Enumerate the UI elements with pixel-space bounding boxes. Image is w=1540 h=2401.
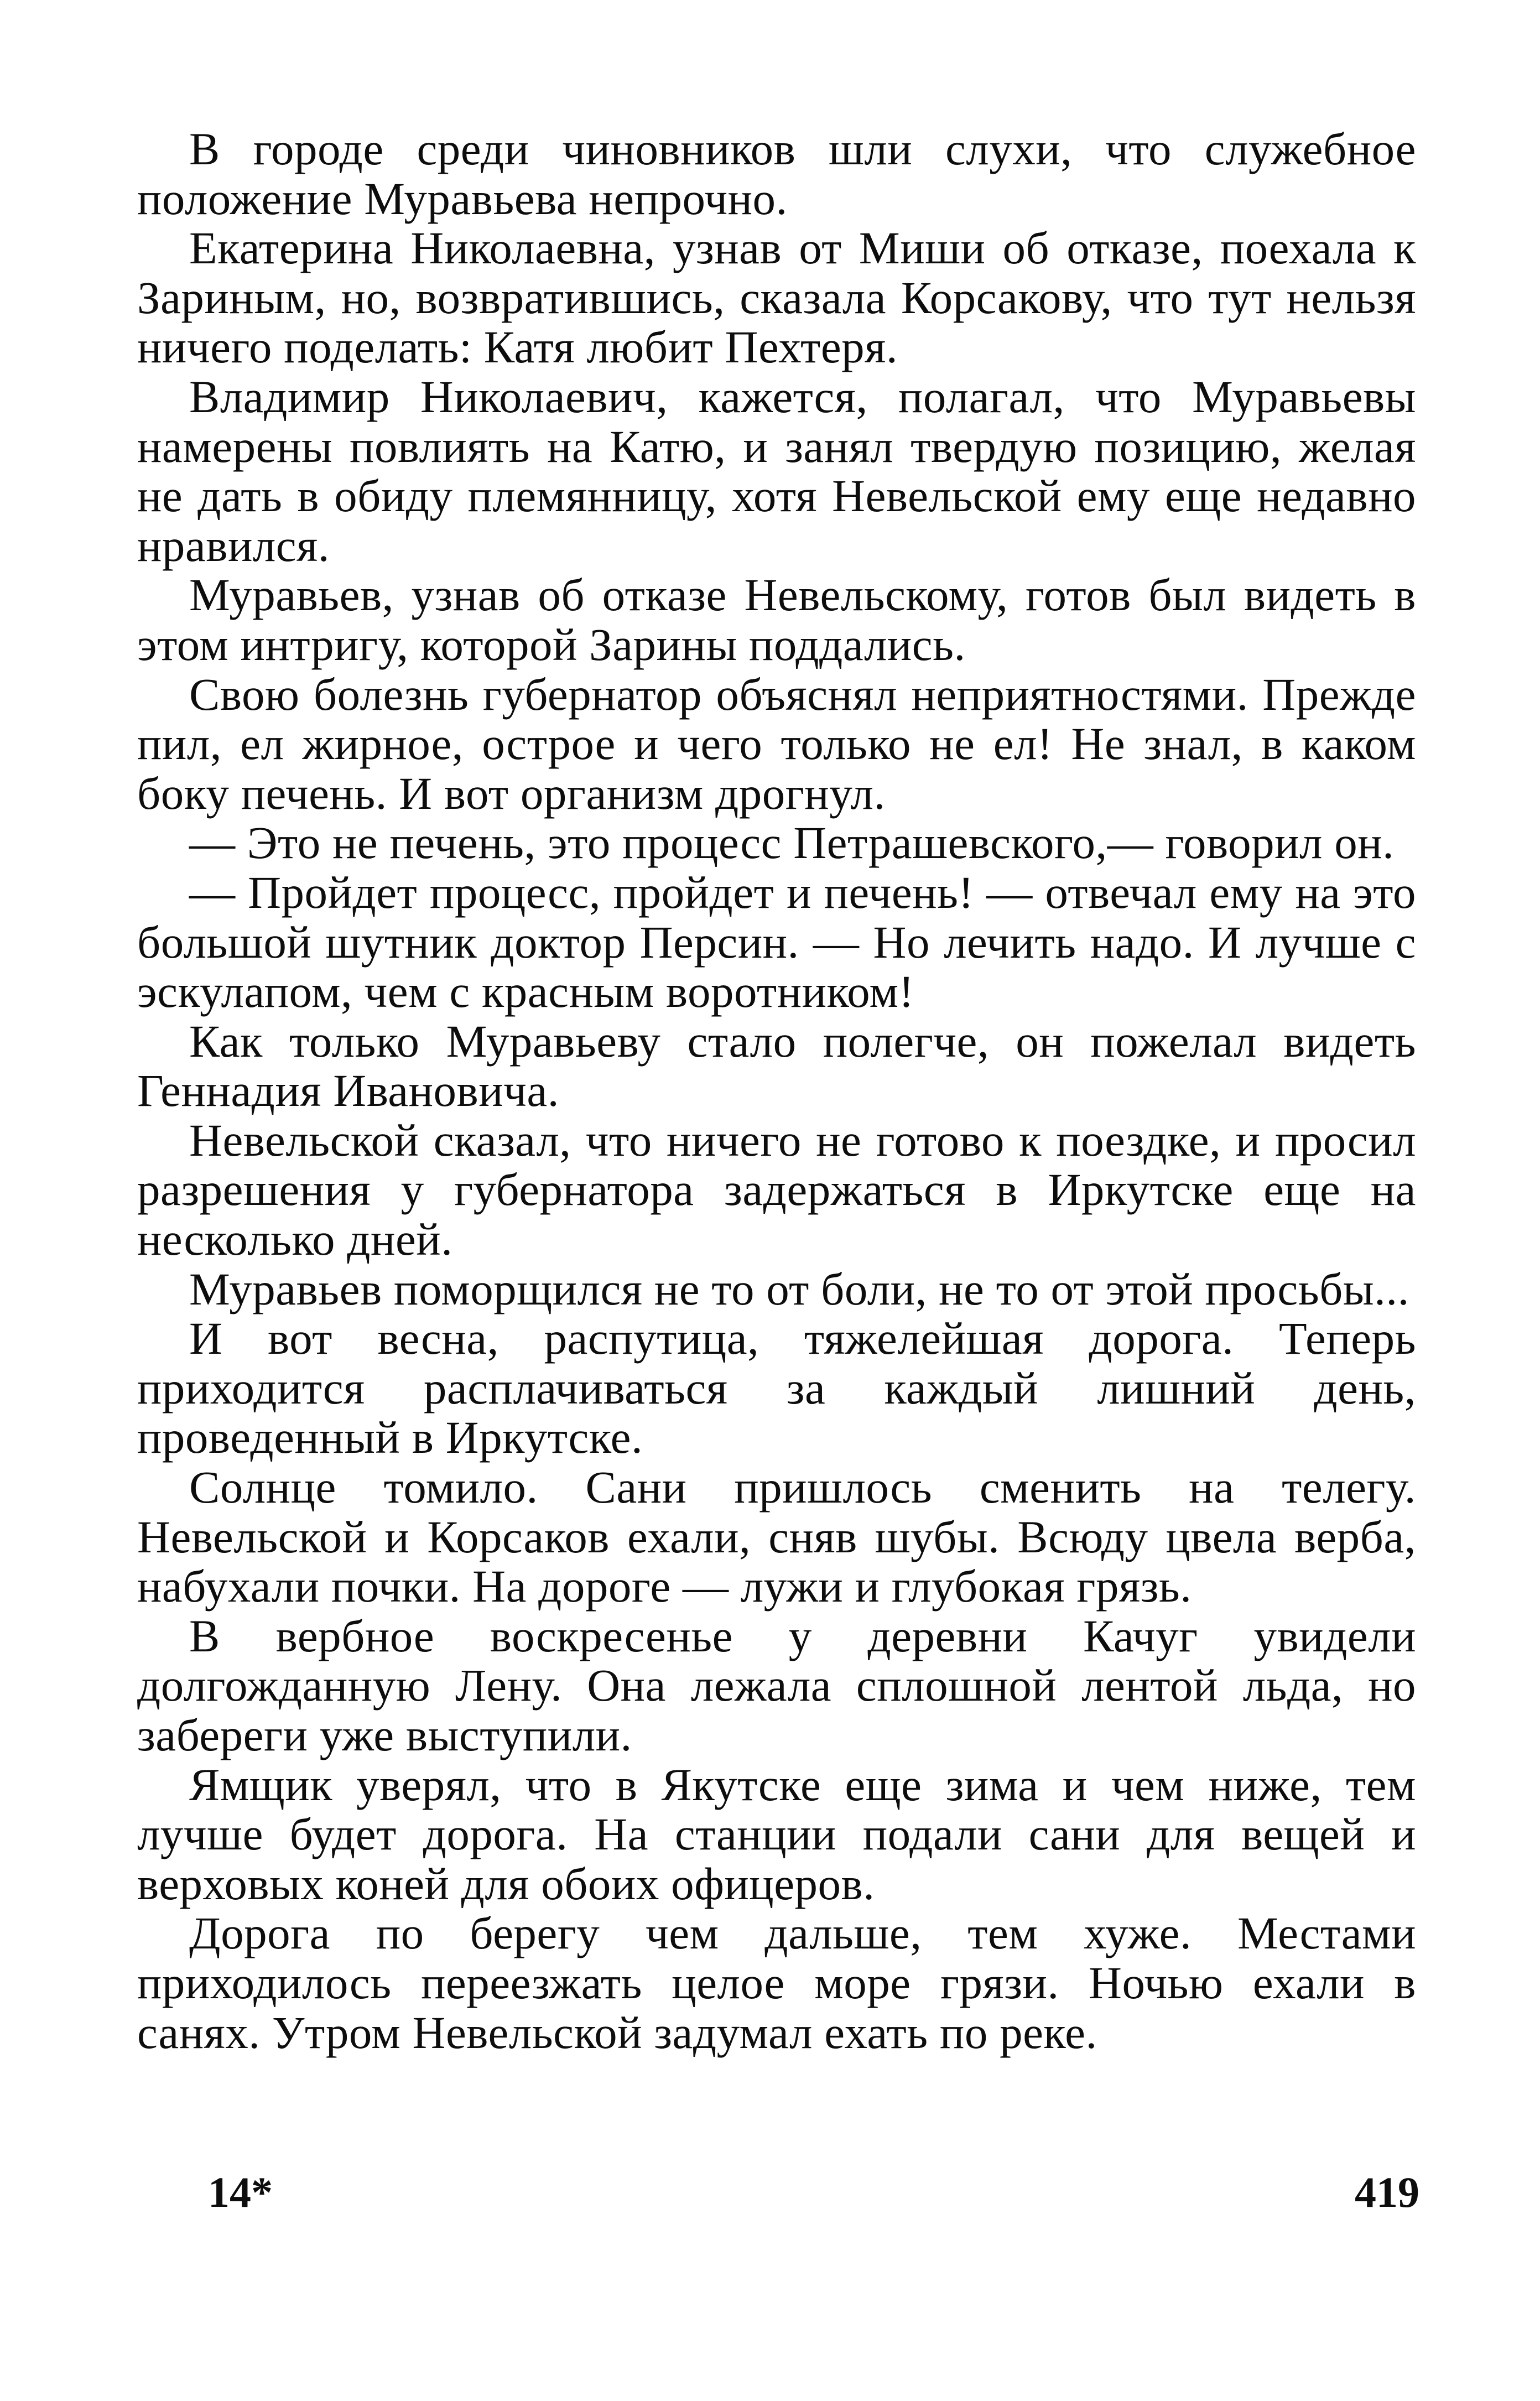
paragraph: Ямщик уверял, что в Якутске еще зима и чем ниже, тем лучше будет дорога. На станции подали сани для вещей и верховых коней для обоих офицеров. [137,1759,1416,1909]
paragraph: Как только Муравьеву стало полегче, он пожелал видеть Геннадия Ивановича. [137,1015,1416,1116]
paragraph: — Это не печень, это процесс Петрашевского,— говорил он. [189,817,1395,869]
body-text [137,124,1416,2057]
paragraph: Солнце томило. Сани пришлось сменить на телегу. Невельской и Корсаков ехали, сняв шубы. Всюду цвела верба, набухали почки. На дороге — лужи и глубокая грязь. [137,1462,1416,1612]
paragraph: Свою болезнь губернатор объяснял неприятностями. Прежде пил, ел жирное, острое и чего только не ел! Не знал, в каком боку печень. И вот организм дрогнул. [137,668,1416,819]
paragraph: Екатерина Николаевна, узнав от Миши об отказе, поехала к Зариным, но, возвратившись, сказала Корсакову, что тут нельзя ничего поделать: Катя любит Пехтеря. [137,222,1416,373]
paragraph: Дорога по берегу чем дальше, тем хуже. Местами приходилось переезжать целое море грязи. Ночью ехали в санях. Утром Невельской задумал ехать по реке. [137,1908,1416,2058]
page-number: 419 [1355,2168,1419,2216]
paragraph: Муравьев, узнав об отказе Невельскому, готов был видеть в этом интригу, которой Зарины поддались. [137,569,1416,670]
paragraph: Владимир Николаевич, кажется, полагал, что Муравьевы намерены повлиять на Катю, и занял твердую позицию, желая не дать в обиду племянницу, хотя Невельской ему еще недавно нравился. [137,371,1416,571]
paragraph: — Пройдет процесс, пройдет и печень! — отвечал ему на это большой шутник доктор Персин. — Но лечить надо. И лучше с эскулапом, чем с красным воротником! [137,866,1416,1017]
signature-mark: 14* [208,2168,273,2216]
paragraph: Муравьев поморщился не то от боли, не то от этой просьбы... [189,1263,1409,1314]
paragraph: И вот весна, распутица, тяжелейшая дорога. Теперь приходится расплачиваться за каждый лишний день, проведенный в Иркутске. [137,1313,1416,1463]
paragraph: В городе среди чиновников шли слухи, что служебное положение Муравьева непрочно. [137,123,1416,224]
paragraph: В вербное воскресенье у деревни Качуг увидели долгожданную Лену. Она лежала сплошной лентой льда, но забереги уже выступили. [137,1610,1416,1760]
paragraph: Невельской сказал, что ничего не готово к поездке, и просил разрешения у губернатора задержаться в Иркутске еще на несколько дней. [137,1114,1416,1265]
